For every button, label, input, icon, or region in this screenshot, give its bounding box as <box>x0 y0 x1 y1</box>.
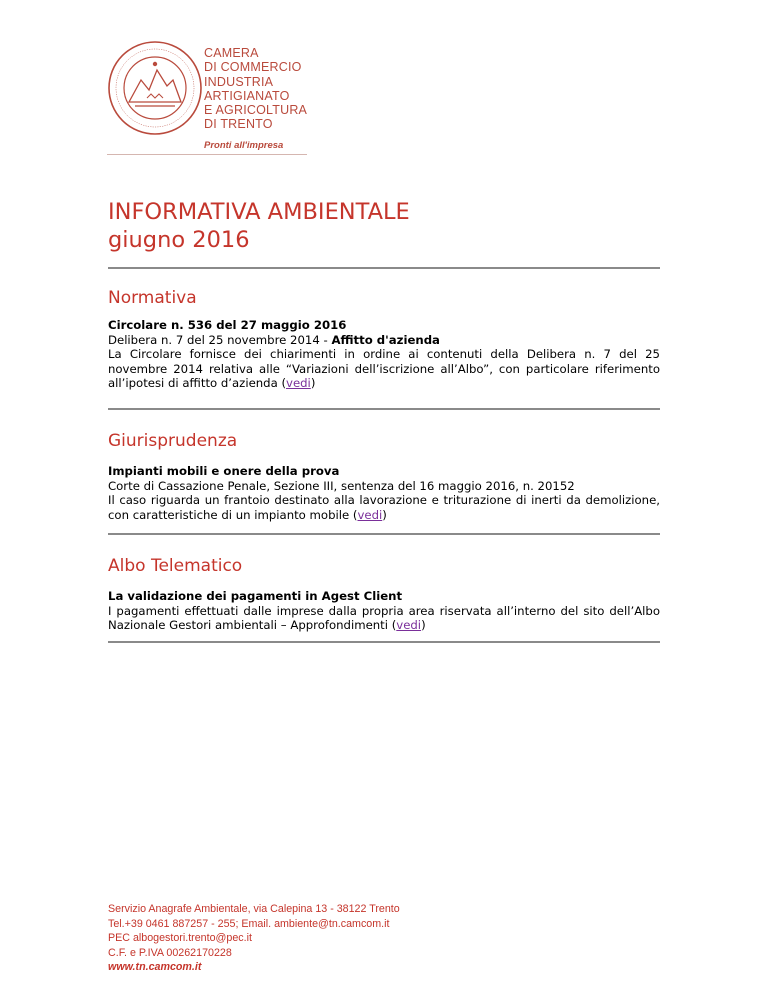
section-albo-telematico-content <box>108 589 660 633</box>
item-title: Circolare n. 536 del 27 maggio 2016 <box>108 318 347 332</box>
org-line: DI COMMERCIO <box>204 60 302 75</box>
page-title <box>108 198 410 254</box>
title-line-2: giugno 2016 <box>108 227 250 253</box>
footer-address: Servizio Anagrafe Ambientale, via Calepina 13 - 38122 Trento <box>108 903 400 915</box>
vedi-link[interactable]: vedi <box>357 507 383 522</box>
body-end: ) <box>421 618 426 633</box>
body-text: I pagamenti effettuati dalle imprese dalla propria area riservata all’interno del sito dell’Albo Nazionale Gestori ambientali – Approfondimenti ( <box>108 603 660 633</box>
footer-vat: C.F. e P.IVA 00262170228 <box>108 946 232 959</box>
tagline-divider <box>107 154 307 155</box>
section-heading-giurisprudenza: Giurisprudenza <box>108 431 238 451</box>
org-line: ARTIGIANATO <box>204 88 290 103</box>
item-title: Impianti mobili e onere della prova <box>108 464 340 478</box>
item-subline <box>108 333 660 348</box>
tagline: Pronti all'impresa <box>204 140 284 151</box>
org-line: INDUSTRIA <box>204 74 274 89</box>
footer-phone-email: Tel.+39 0461 887257 - 255; Email. ambiente@tn.camcom.it <box>108 917 390 930</box>
body-text: Il caso riguarda un frantoio destinato alla lavorazione e triturazione di inerti da demolizione, con caratteristiche di un impianto mobile ( <box>108 493 660 522</box>
divider <box>108 267 660 269</box>
divider <box>108 533 660 535</box>
body-end: ) <box>382 507 387 522</box>
org-line: DI TRENTO <box>204 117 273 132</box>
title-line-1: INFORMATIVA AMBIENTALE <box>108 199 410 225</box>
subline-text: Delibera n. 7 del 25 novembre 2014 - <box>108 332 332 347</box>
divider <box>108 641 660 643</box>
section-heading-albo-telematico: Albo Telematico <box>108 556 243 576</box>
body-text: La Circolare fornisce dei chiarimenti in ordine ai contenuti della Delibera n. 7 del 25 novembre 2014 relativa alle “Variazioni dell’iscrizione all’Albo”, con particolare riferimento all’ipotesi di affitto d’azienda ( <box>108 347 660 391</box>
item-body <box>108 604 660 633</box>
footer-website-link[interactable]: www.tn.camcom.it <box>108 961 202 974</box>
item-subline: Corte di Cassazione Penale, Sezione III, sentenza del 16 maggio 2016, n. 20152 <box>108 478 575 493</box>
organization-name <box>204 46 344 132</box>
divider <box>108 408 660 410</box>
body-end: ) <box>310 376 316 391</box>
chamber-seal-logo <box>107 40 203 136</box>
vedi-link[interactable]: vedi <box>286 376 311 391</box>
footer-contact <box>108 902 400 975</box>
item-body <box>108 347 660 391</box>
org-line: CAMERA <box>204 46 259 60</box>
subline-bold-text: Affitto d'azienda <box>331 332 440 347</box>
section-heading-normativa: Normativa <box>108 288 197 308</box>
item-title: La validazione dei pagamenti in Agest Client <box>108 589 403 603</box>
item-body <box>108 493 660 522</box>
vedi-link[interactable]: vedi <box>396 618 422 633</box>
org-line: E AGRICOLTURA <box>204 103 308 118</box>
section-normativa-content <box>108 318 660 391</box>
footer-pec: PEC albogestori.trento@pec.it <box>108 932 252 945</box>
section-giurisprudenza-content <box>108 464 660 522</box>
